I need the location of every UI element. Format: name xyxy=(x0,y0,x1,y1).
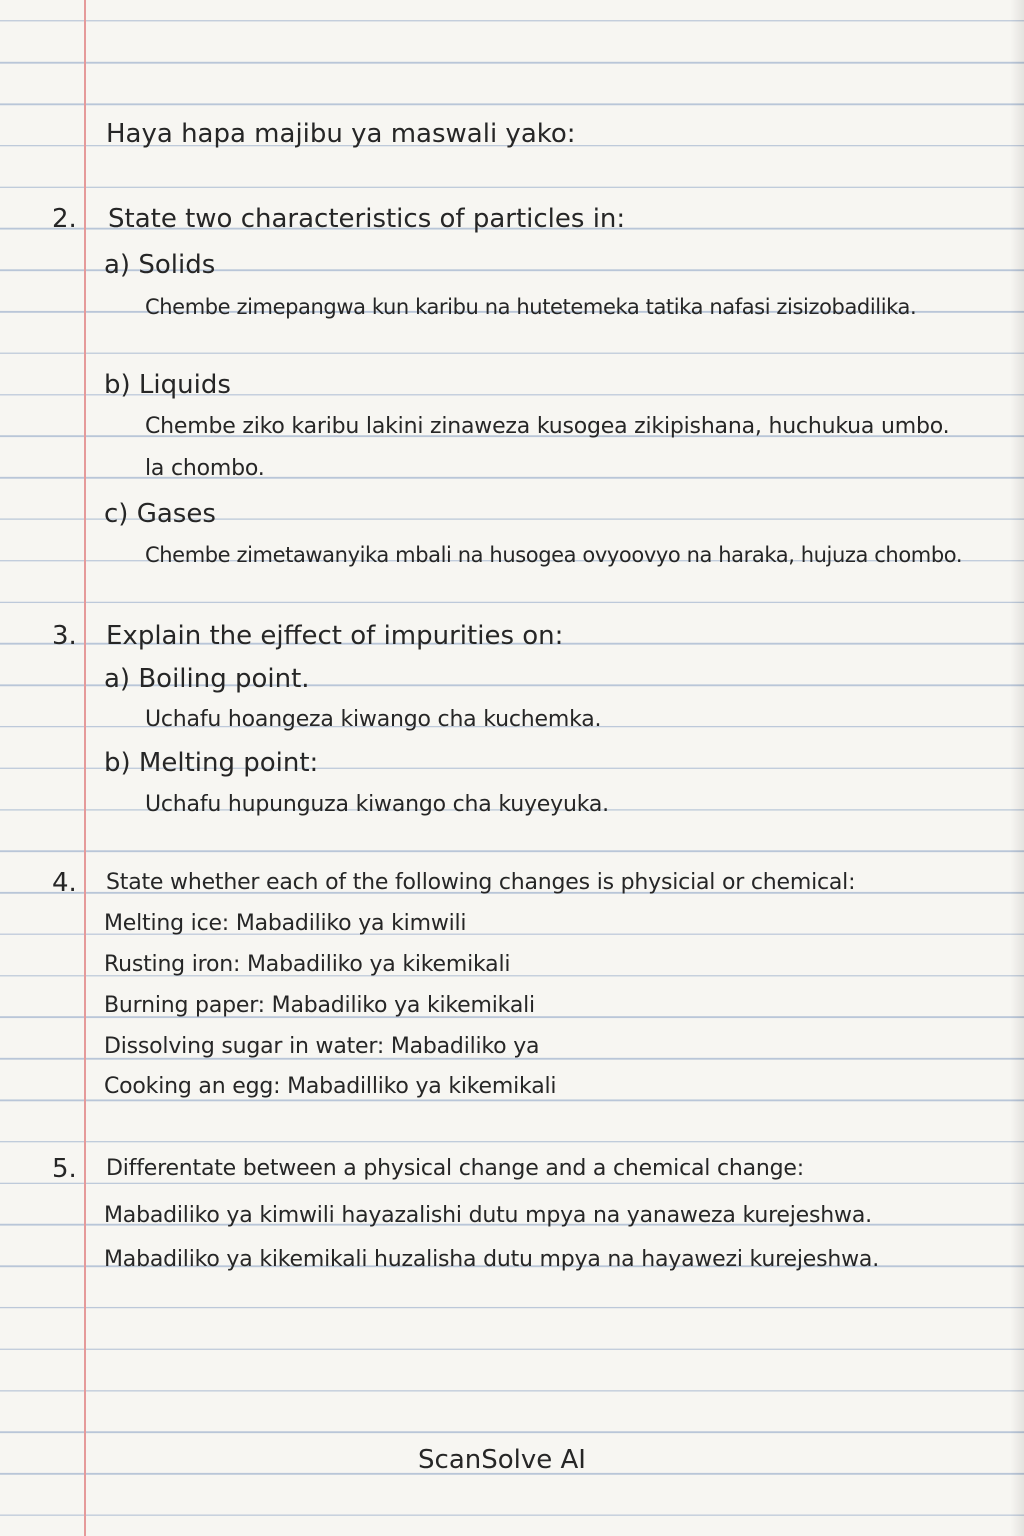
q2-a-label: a) Solids xyxy=(104,250,216,280)
q3-b-answer: Uchafu hupunguza kiwango cha kuyeyuka. xyxy=(145,792,609,817)
q5-answer-line-2: Mabadiliko ya kikemikali huzalisha dutu mpya na hayawezi kurejeshwa. xyxy=(104,1247,879,1272)
margin-line xyxy=(84,0,86,1536)
q4-item: Cooking an egg: Mabadilliko ya kikemikali xyxy=(104,1074,557,1099)
q4-item: Burning paper: Mabadiliko ya kikemikali xyxy=(104,993,535,1018)
q4-item: Dissolving sugar in water: Mabadiliko ya xyxy=(104,1034,540,1059)
q3-b-label: b) Melting point: xyxy=(104,748,319,778)
q5-answer-line-1: Mabadiliko ya kimwili hayazalishi dutu mpya na yanaweza kurejeshwa. xyxy=(104,1203,872,1228)
question-3-text: Explain the ejffect of impurities on: xyxy=(106,621,564,651)
question-5-text: Differentate between a physical change and a chemical change: xyxy=(106,1156,804,1181)
q3-a-answer: Uchafu hoangeza kiwango cha kuchemka. xyxy=(145,707,602,732)
question-2-number: 2. xyxy=(52,204,77,234)
q2-b-answer-line-2: la chombo. xyxy=(145,456,265,481)
question-2-text: State two characteristics of particles in: xyxy=(108,204,626,234)
q2-b-label: b) Liquids xyxy=(104,370,231,400)
q4-item: Rusting iron: Mabadiliko ya kikemikali xyxy=(104,952,511,977)
question-4-text: State whether each of the following changes is physicial or chemical: xyxy=(106,870,856,895)
q3-a-label: a) Boiling point. xyxy=(104,664,310,694)
question-5-number: 5. xyxy=(52,1154,77,1184)
q4-item: Melting ice: Mabadiliko ya kimwili xyxy=(104,911,467,936)
footer-brand: ScanSolve AI xyxy=(418,1445,586,1475)
question-4-number: 4. xyxy=(52,868,77,898)
q2-c-answer: Chembe zimetawanyika mbali na husogea ovyoovyo na haraka, hujuza chombo. xyxy=(145,543,963,567)
q2-a-answer: Chembe zimepangwa kun karibu na hutetemeka tatika nafasi zisizobadilika. xyxy=(145,295,917,319)
question-3-number: 3. xyxy=(52,621,77,651)
q2-b-answer-line-1: Chembe ziko karibu lakini zinaweza kusogea zikipishana, huchukua umbo. xyxy=(145,414,950,439)
q2-c-label: c) Gases xyxy=(104,499,216,529)
intro-text: Haya hapa majibu ya maswali yako: xyxy=(106,119,576,149)
